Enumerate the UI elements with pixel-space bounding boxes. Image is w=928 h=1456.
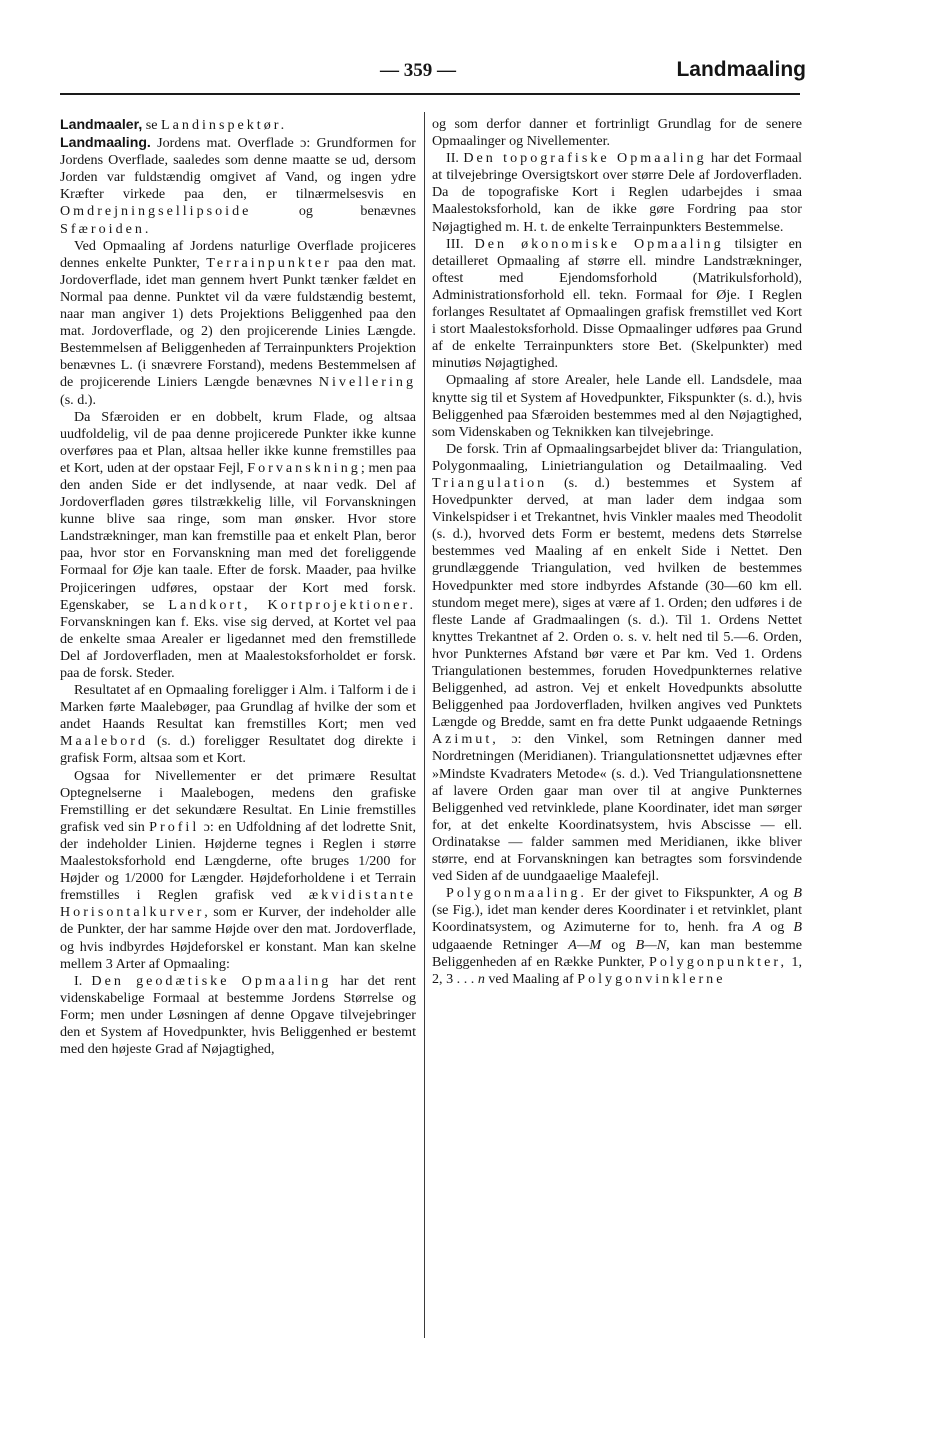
header-rule: [60, 93, 800, 95]
left-column: [60, 116, 416, 1058]
running-head: Landmaaling: [676, 58, 806, 81]
column-divider: [424, 112, 425, 1338]
entry-polygonmaaling: Polygonmaaling. Er der givet to Fikspunkter, A og B (se Fig.), idet man kender deres Koordinater i et retvinklet, plant Koordinatsystem, og Azimuterne for to, henh. fra A og B udgaaende Retninger A—M og B—N, kan man bestemme Beliggenheden af en Række Punkter, Polygonpunkter, 1, 2, 3 . . . n ved Maaling af Polygonvinklerne: [432, 885, 803, 987]
paragraph: Opmaaling af store Arealer, hele Lande ell. Landsdele, maa knytte sig til et System af Hovedpunkter, Fikspunkter (s. d.), hvis Beliggenhed paa Sfæroiden bestemmes med al den Nøjagtighed, som Videnskaben og Teknikken kan tilvejebringe.: [432, 372, 802, 440]
page-header: [60, 58, 806, 92]
paragraph: I. Den geodætiske Opmaaling har det rent videnskabelige Formaal at bestemme Jordens Størrelse og Form; men under Løsningen af denne Opgave tilvejebringer den et System af Hovedpunkter, hvis Beliggenhed er bestemt med den højeste Grad af Nøjagtighed,: [60, 972, 416, 1058]
paragraph: III. Den økonomiske Opmaaling tilsigter en detailleret Opmaaling af større ell. mindre Landstrækninger, oftest med Ejendomsforhold (Matrikulsforhold), Administrationsforhold ell. tekn. Formaal for Øje. I Reglen forlanges Resultatet af Opmaalingen grafisk fremstillet ved Kort i stort Maalestoksforhold. Disse Opmaalinger udføres paa Grund af de enkelte Terrainpunkters store Bet. (Skelpunkter) med minutiøs Nøjagtighed.: [432, 235, 802, 372]
paragraph: og som derfor danner et fortrinligt Grundlag for de senere Opmaalinger og Nivellementer.: [432, 116, 802, 150]
paragraph: Ogsaa for Nivellementer er det primære Resultat Optegnelserne i Maalebogen, medens den grafiske Fremstilling er det sekundære Resultat. En Linie fremstilles grafisk ved sin Profil ɔ: en Udfoldning af det lodrette Snit, der indeholder Linien. Højderne tegnes i Reglen i større Maalestoksforhold end Længderne, ofte bruges 1/200 for Højder og 1/2000 for Længder. Højdeforholdene i et Terrain fremstilles i Reglen grafisk ved ækvidistante Horisontalkurver, som er Kurver, der indeholder alle de Punkter, der har samme Højde over den mat. Jordoverflade, og hvis indbyrdes Højdeforskel er konstant. Man kan skelne mellem 3 Arter af Opmaaling:: [60, 767, 416, 972]
paragraph: Ved Opmaaling af Jordens naturlige Overflade projiceres dennes enkelte Punkter, Terrainpunkter paa den mat. Jordoverflade, idet man gennem hvert Punkt tænker fældet en Normal paa denne. Punktet vil da være fuldstændig bestemt, naar man angiver 1) dets Projektions Beliggenhed paa den mat. Jordoverflade, og 2) den projicerende Linies Længde. Bestemmelsen af Beliggenheden af Terrainpunkters Projektion benævnes L. (i snævrere Forstand), medens Bestemmelsen af de projicerende Liniers Længde benævnes Nivellering (s. d.).: [60, 237, 417, 408]
entry-landmaaler: Landmaaler, se Landinspektør.: [60, 116, 288, 133]
paragraph: Da Sfæroiden er en dobbelt, krum Flade, og altsaa uudfoldelig, vil de paa denne projicerede Punkter ikke kunne overføres paa et Plan, altsaa heller ikke kunne fremstilles paa et Kort, uden at der opstaar Fejl, Forvanskning; men paa den anden Side er det indlysende, at naar vedk. Del af Jordoverfladen gøres tilstrækkelig lille, vil Forvanskningen kunne blive saa ringe, som man ønsker. Hvor store Landstrækninger, man kan fremstille paa et enkelt Plan, beror paa, hvor stor en Forvanskning man med det foreliggende Formaal for Øje kan taale. Efter de forsk. Maader, paa hvilke Projiceringen udføres, opstaar der Kort med forsk. Egenskaber, se Landkort, Kortprojektioner. Forvanskningen kan f. Eks. vise sig derved, at Kortet vel paa de enkelte smaa Arealer er ligedannet med den fremstillede Del af Jordoverfladen, men at Maalestoksforholdet er forsk. paa de forsk. Steder.: [60, 408, 416, 681]
right-column: [432, 116, 802, 988]
headword: Landmaaler,: [60, 116, 143, 132]
page-number: — 359 —: [380, 60, 456, 81]
paragraph: Resultatet af en Opmaaling foreligger i Alm. i Talform i de i Marken førte Maalebøger, paa Grundlag af hvilke der som et andet Haands Resultat kan fremstilles Kort; men ved Maalebord (s. d.) foreligger Resultatet dog direkte i grafisk Form, altsaa som et Kort.: [60, 682, 416, 767]
entry-landmaaling: Landmaaling. Jordens mat. Overflade ɔ: Grundformen for Jordens Overflade, saaledes som denne maatte se ud, dersom Jorden var fuldstændig omgivet af Vand, og ingen ydre Kræfter virkede paa den, er tilnærmelsesvis en Omdrejningsellipsoide og benævnes Sfæroiden.: [60, 134, 416, 237]
paragraph: II. Den topografiske Opmaaling har det Formaal at tilvejebringe Oversigtskort over større Dele af Jordoverfladen. Da de topografiske Kort i Reglen udarbejdes i smaa Maalestoksforhold, kan de ikke gøre Fordring paa stor Nøjagtighed m. H. t. de enkelte Terrainpunkters Bestemmelse.: [432, 150, 803, 235]
paragraph: De forsk. Trin af Opmaalingsarbejdet bliver da: Triangulation, Polygonmaaling, Linietriangulation og Detailmaaling. Ved Triangulation (s. d.) bestemmes et System af Hovedpunkter derved, at man lader dem indgaa som Vinkelspidser i et Trekantnet, hvis Vinkler maales med Theodolit (s. d.), hvorved dets Form er bestemt, medens dets Størrelse bestemmes ved Maaling af en enkelt Side i Nettet. Den grundlæggende Triangulation, ved hvilken de bestemmes Hovedpunkter med store indbyrdes Afstande (30—60 km ell. stundom meget mere), siges at være af 1. Orden; den udføres i de fleste Lande af Gradmaalingen (s. d.). Til 1. Ordens Nettet knyttes Trekantnet af 2. Orden o. s. v. helt ned til 5.—6. Orden, hvor Punkternes Afstand bør være et Par km. Ved 1. Ordens Triangulationen bestemmes, foruden Hovedpunkternes relative Beliggenhed, ad astron. Vej et enkelt Hovedpunkts absolutte Beliggenhed paa Jordoverfladen, hvilken angives ved Punktets Længde og Bredde, samt en fra dette Punkt udgaaende Retnings Azimut, ɔ: den Vinkel, som Retningen danner med Nordretningen (Meridianen). Triangulationsnettet udjævnes efter »Mindste Kvadraters Metode« (s. d.). Ved Triangulationsnettene af lavere Orden gaar man over til at angive Punkternes Beliggenhed ved retvinklede, plane Koordinater, idet man sørger for, at det enkelte Koordinatsystem, hvis Abscisse — ell. Ordinatakse — falder sammen med Meridianen, ikke bliver større, end at Forvanskningen kan betragtes som forsvindende ved Siden af de uundgaaelige Maalefejl.: [432, 440, 802, 885]
headword: Landmaaling.: [60, 134, 151, 151]
